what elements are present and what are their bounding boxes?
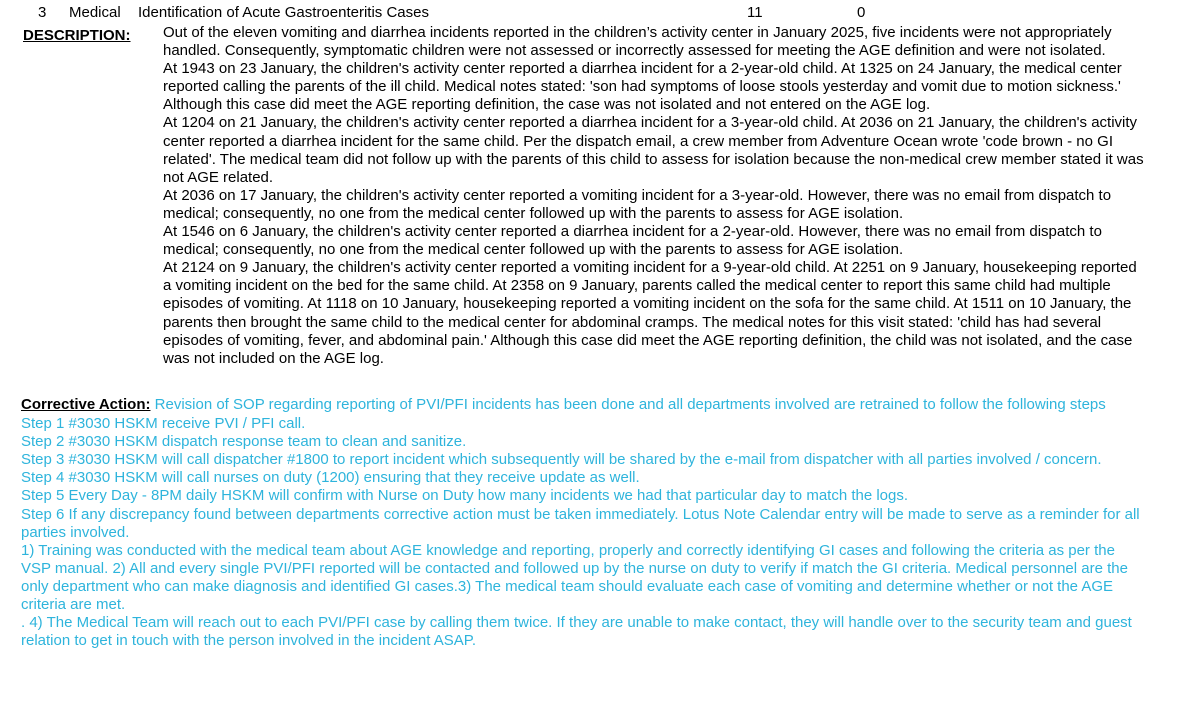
corrective-note-follow-up: . 4) The Medical Team will reach out to each PVI/PFI case by calling them twice. If they are unable to make contact, they will handle over to the security team and guest relation to get in touch with the person involved in the incident ASAP. <box>21 614 1132 650</box>
corrective-step-1: Step 1 #3030 HSKM receive PVI / PFI call. <box>21 415 306 433</box>
corrective-step-2: Step 2 #3030 HSKM dispatch response team to clean and sanitize. <box>21 433 467 451</box>
corrective-action-intro: Revision of SOP regarding reporting of PVI/PFI incidents has been done and all departments involved are retrained to follow the following steps <box>150 396 1106 413</box>
finding-count: 11 <box>747 4 763 21</box>
finding-category: Medical <box>69 4 121 21</box>
description-paragraph: At 1943 on 23 January, the children's activity center reported a diarrhea incident for a 2-year-old child. At 1325 on 24 January, the medical center reported calling the parents of the ill child. Medical notes stated: 'son had symptoms of loose stools yesterday and vomit due to motion sickness.' Although this case did meet the AGE reporting definition, the case was not isolated and not entered on the AGE log. <box>163 60 1122 114</box>
corrective-note-training: 1) Training was conducted with the medical team about AGE knowledge and reporting, properly and correctly identifying GI cases and following the criteria as per the VSP manual. 2) All and every single PVI/PFI reported will be contacted and followed up by the nurse on duty to verify if match the GI criteria. Medical personnel are the only department who can make diagnosis and identified GI cases.3) The medical team should evaluate each case of vomiting and determine whether or not the AGE criteria are met. <box>21 541 1128 614</box>
description-paragraph: At 1204 on 21 January, the children's activity center reported a diarrhea incident for a 3-year-old child. At 2036 on 21 January, the children's activity center reported a diarrhea incident for the same child. Per the dispatch email, a crew member from Adventure Ocean wrote 'code brown - no GI related'. The medical team did not follow up with the parents of this child to assess for isolation because the non-medical crew member stated it was not AGE related. <box>163 114 1144 186</box>
description-paragraph: At 1546 on 6 January, the children's activity center reported a diarrhea incident for a 2-year-old. However, there was no email from dispatch to medical; consequently, no one from the medical center followed up with the parents to assess for AGE isolation. <box>163 223 1102 259</box>
finding-number: 3 <box>38 4 47 21</box>
corrective-action-label: Corrective Action: <box>21 396 151 413</box>
description-paragraph: At 2124 on 9 January, the children's activity center reported a vomiting incident for a 9-year-old child. At 2251 on 9 January, housekeeping reported a vomiting incident on the bed for the same child. At 2358 on 9 January, parents called the medical center to report this same child had multiple episodes of vomiting. At 1118 on 10 January, housekeeping reported a vomiting incident on the sofa for the same child. At 1511 on 10 January, the parents then brought the same child to the medical center for abdominal cramps. The medical notes for this visit stated: 'child has had several episodes of vomiting, fever, and abdominal pain.' Although this case did meet the AGE reporting definition, the child was not isolated, and the case was not included on the AGE log. <box>163 259 1137 367</box>
corrective-step-4: Step 4 #3030 HSKM will call nurses on duty (1200) ensuring that they receive update as well. <box>21 469 640 487</box>
description-label: DESCRIPTION: <box>23 27 131 44</box>
description-paragraph: At 2036 on 17 January, the children's activity center reported a vomiting incident for a 3-year-old. However, there was no email from dispatch to medical; consequently, no one from the medical center followed up with the parents to assess for AGE isolation. <box>163 186 1112 222</box>
corrective-step-3: Step 3 #3030 HSKM will call dispatcher #1800 to report incident which subsequently will be shared by the e-mail from dispatcher with all parties involved / concern. <box>21 451 1102 469</box>
corrective-step-6: Step 6 If any discrepancy found between departments corrective action must be taken immediately. Lotus Note Calendar entry will be made to serve as a reminder for all parties involved. <box>21 505 1140 541</box>
description-body <box>163 24 1148 368</box>
finding-header-row <box>0 4 1200 22</box>
finding-zero: 0 <box>857 4 866 21</box>
corrective-step-5: Step 5 Every Day - 8PM daily HSKM will confirm with Nurse on Duty how many incidents we had that particular day to match the logs. <box>21 487 909 505</box>
description-paragraph: Out of the eleven vomiting and diarrhea incidents reported in the children’s activity center in January 2025, five incidents were not appropriately handled. Consequently, symptomatic children were not assessed or incorrectly assessed for meeting the AGE definition and were not isolated. <box>163 24 1112 60</box>
finding-title: Identification of Acute Gastroenteritis Cases <box>138 4 429 21</box>
corrective-action-intro-line <box>21 396 1141 414</box>
corrective-action-section <box>21 396 1141 650</box>
